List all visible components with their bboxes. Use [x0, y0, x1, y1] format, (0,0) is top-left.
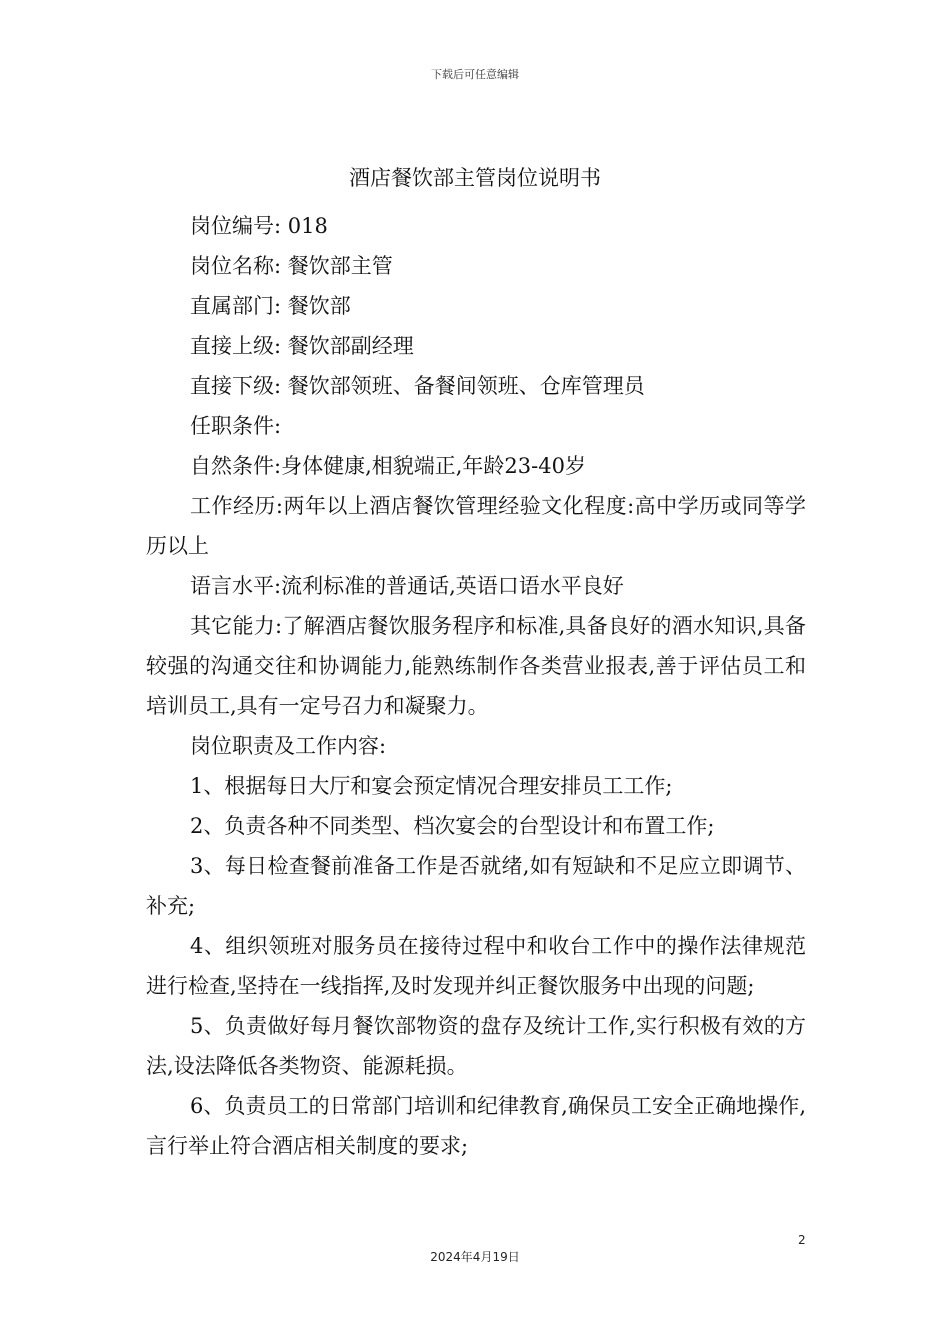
- paragraph-duty-6: 6、负责员工的日常部门培训和纪律教育,确保员工安全正确地操作,言行举止符合酒店相关制度的要求;: [146, 1094, 806, 1158]
- paragraph-work-experience: 工作经历:两年以上酒店餐饮管理经验文化程度:高中学历或同等学历以上: [146, 494, 806, 558]
- document-title: 酒店餐饮部主管岗位说明书: [349, 166, 601, 190]
- paragraph-duties-heading: 岗位职责及工作内容:: [190, 734, 387, 758]
- paragraph-duty-2: 2、负责各种不同类型、档次宴会的台型设计和布置工作;: [190, 814, 715, 838]
- paragraph-subordinates: 直接下级: 餐饮部领班、备餐间领班、仓库管理员: [190, 374, 645, 398]
- paragraph-duty-3: 3、每日检查餐前准备工作是否就绪,如有短缺和不足应立即调节、补充;: [146, 854, 806, 918]
- paragraph-duty-1: 1、根据每日大厅和宴会预定情况合理安排员工工作;: [190, 774, 673, 798]
- paragraph-post-name: 岗位名称: 餐饮部主管: [190, 254, 393, 278]
- paragraph-post-number: 岗位编号: 018: [190, 214, 328, 238]
- page-number: 2: [798, 1233, 806, 1247]
- footer-date: 2024年4月19日: [430, 1250, 520, 1264]
- paragraph-superior: 直接上级: 餐饮部副经理: [190, 334, 414, 358]
- paragraph-department: 直属部门: 餐饮部: [190, 294, 351, 318]
- document-body: [146, 206, 806, 1166]
- paragraph-other-abilities: 其它能力:了解酒店餐饮服务程序和标准,具备良好的酒水知识,具备较强的沟通交往和协调能力,能熟练制作各类营业报表,善于评估员工和培训员工,具有一定号召力和凝聚力。: [146, 614, 806, 718]
- paragraph-language-level: 语言水平:流利标准的普通话,英语口语水平良好: [190, 574, 624, 598]
- paragraph-duty-4: 4、组织领班对服务员在接待过程中和收台工作中的操作法律规范进行检查,坚持在一线指挥,及时发现并纠正餐饮服务中出现的问题;: [146, 934, 806, 998]
- paragraph-duty-5: 5、负责做好每月餐饮部物资的盘存及统计工作,实行积极有效的方法,设法降低各类物资、能源耗损。: [146, 1014, 806, 1078]
- header-note: 下载后可任意编辑: [431, 68, 519, 81]
- paragraph-natural-conditions: 自然条件:身体健康,相貌端正,年龄23-40岁: [190, 454, 586, 478]
- paragraph-requirements-heading: 任职条件:: [190, 414, 282, 438]
